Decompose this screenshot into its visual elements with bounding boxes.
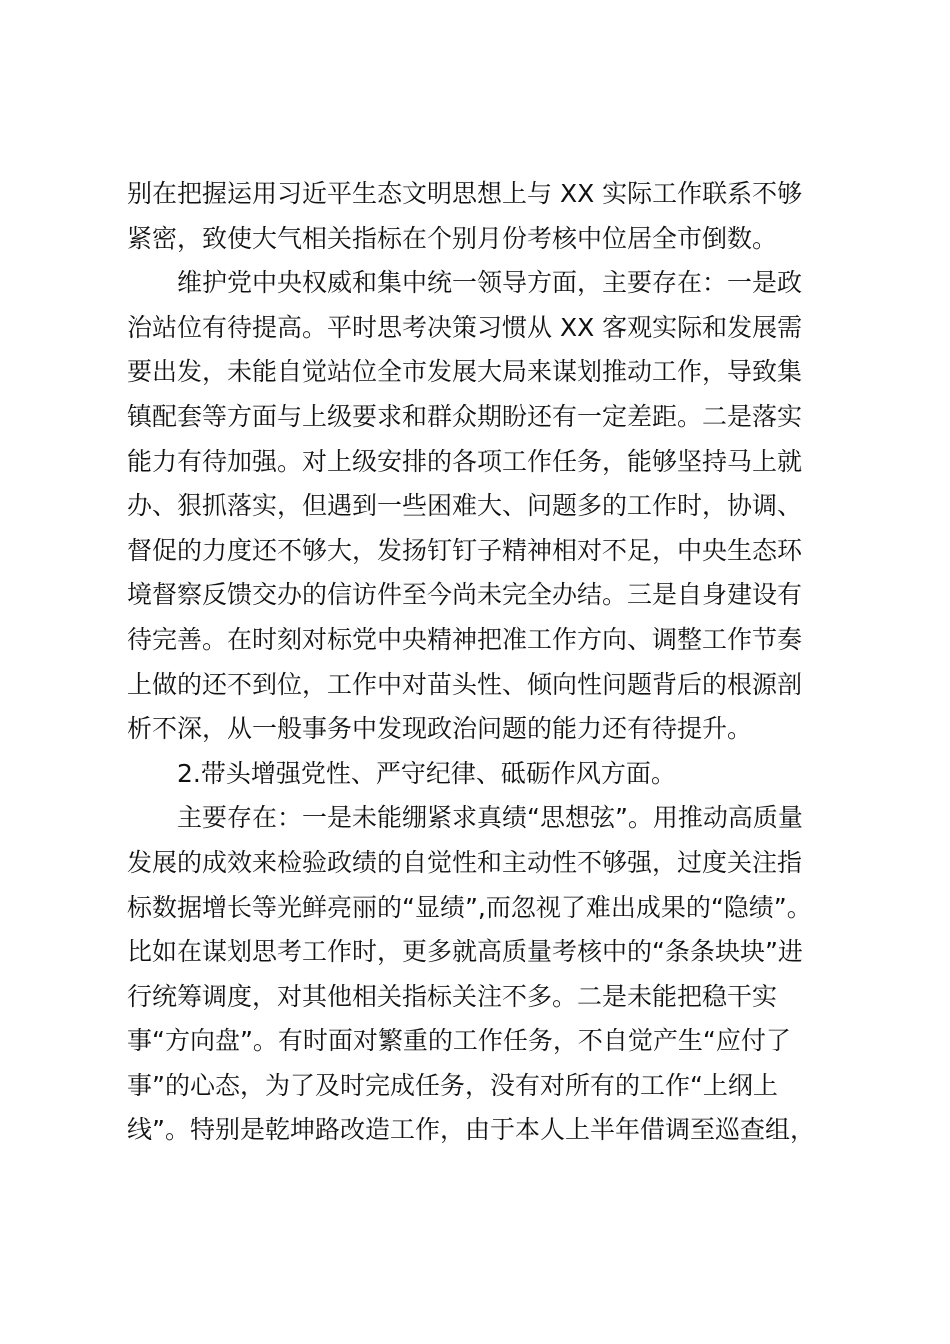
body-text [127, 172, 827, 1153]
text-line: 紧密，致使大气相关指标在个别月份考核中位居全市倒数。 [127, 223, 778, 253]
text-line: 比如在谋划思考工作时，更多就高质量考核中的“条条块块”进 [127, 937, 803, 967]
text-line: 标数据增长等光鲜亮丽的“显绩”,而忽视了难出成果的“隐绩”。 [127, 892, 812, 922]
text-line: 镇配套等方面与上级要求和群众期盼还有一定差距。二是落实 [127, 401, 803, 431]
text-line: 2.带头增强党性、严守纪律、砥砺作风方面。 [177, 758, 676, 788]
text-line: 上做的还不到位，工作中对苗头性、倾向性问题背后的根源剖 [127, 669, 803, 699]
text-line: 行统筹调度，对其他相关指标关注不多。二是未能把稳干实 [127, 981, 778, 1011]
text-line: 事”的心态，为了及时完成任务，没有对所有的工作“上纲上 [127, 1070, 778, 1100]
text-line: 督促的力度还不够大，发扬钉钉子精神相对不足，中央生态环 [127, 535, 803, 565]
text-line: 能力有待加强。对上级安排的各项工作任务，能够坚持马上就 [127, 446, 803, 476]
text-line: 要出发，未能自觉站位全市发展大局来谋划推动工作，导致集 [127, 357, 803, 387]
text-line: 析不深，从一般事务中发现政治问题的能力还有待提升。 [127, 714, 753, 744]
text-line: 境督察反馈交办的信访件至今尚未完全办结。三是自身建设有 [127, 580, 803, 610]
text-line: 别在把握运用习近平生态文明思想上与 XX 实际工作联系不够 [127, 179, 803, 208]
text-line: 线”。特别是乾坤路改造工作，由于本人上半年借调至巡查组， [127, 1115, 815, 1145]
text-line: 发展的成效来检验政绩的自觉性和主动性不够强，过度关注指 [127, 847, 803, 877]
text-line: 办、狠抓落实，但遇到一些困难大、问题多的工作时，协调、 [127, 491, 803, 521]
text-line: 事“方向盘”。有时面对繁重的工作任务，不自觉产生“应付了 [127, 1026, 791, 1056]
text-line: 主要存在：一是未能绷紧求真绩“思想弦”。用推动高质量 [177, 803, 803, 833]
text-line: 待完善。在时刻对标党中央精神把准工作方向、调整工作节奏 [127, 624, 803, 654]
text-line: 治站位有待提高。平时思考决策习惯从 XX 客观实际和发展需 [127, 312, 803, 342]
text-line: 维护党中央权威和集中统一领导方面，主要存在：一是政 [177, 268, 803, 298]
